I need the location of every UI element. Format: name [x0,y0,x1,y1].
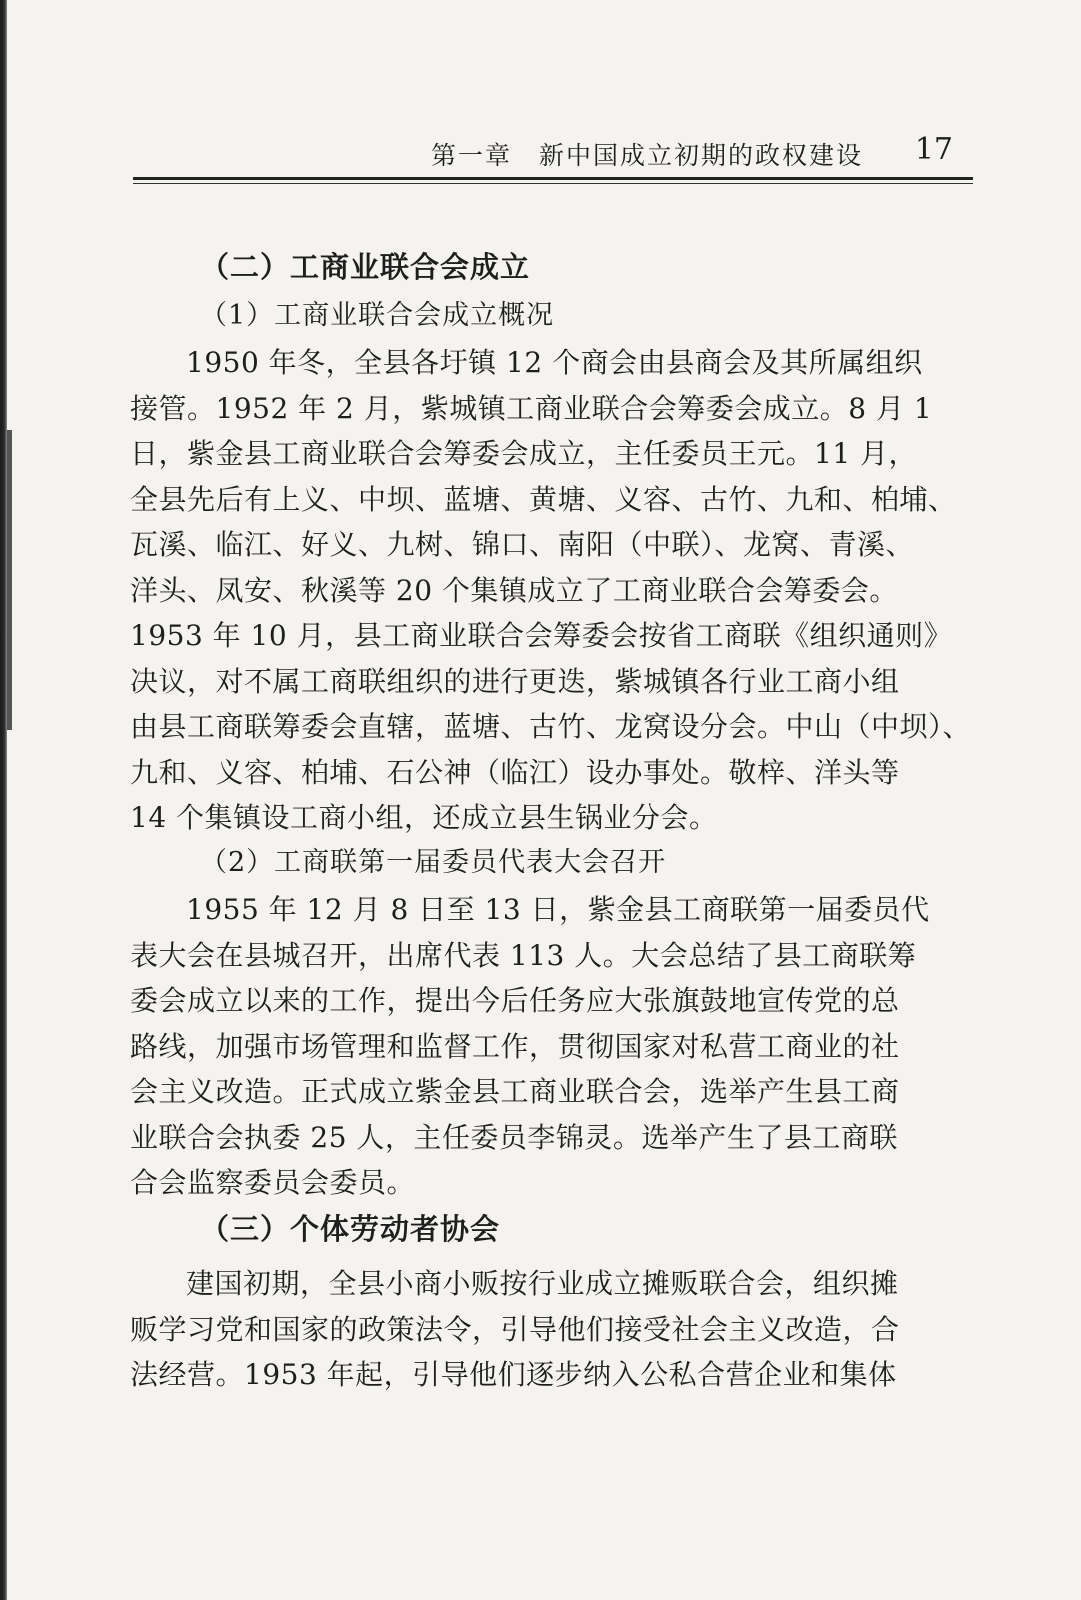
paragraph-congress [130,887,970,1206]
running-head: 第一章 新中国成立初期的政权建设 [430,141,863,170]
page-number: 17 [914,132,953,167]
text-line: 1953 年 10 月，县工商业联合会筹委会按省工商联《组织通则》 [130,619,953,653]
text-line: 业联合会执委 25 人，主任委员李锦灵。选举产生了县工商联 [130,1120,898,1154]
subsection-heading-1: （1）工商业联合会成立概况 [200,299,555,331]
text-line: 洋头、凤安、秋溪等 20 个集镇成立了工商业联合会筹委会。 [130,573,898,607]
text-line: 法经营。1953 年起，引导他们逐步纳入公私合营企业和集体 [130,1358,897,1392]
page-header [133,132,973,176]
text-line: 路线，加强市场管理和监督工作，贯彻国家对私营工商业的社 [130,1029,900,1063]
scan-left-edge [0,0,7,1600]
paragraph-individual-workers [130,1261,970,1398]
text-line: 决议，对不属工商联组织的进行更迭，紫城镇各行业工商小组 [130,664,900,698]
scan-edge-shadow [7,430,12,730]
text-line: 表大会在县城召开，出席代表 113 人。大会总结了县工商联筹 [130,938,917,972]
section-heading-2: （二）工商业联合会成立 [200,250,531,284]
text-line: 1955 年 12 月 8 日至 13 日，紫金县工商联第一届委员代 [186,893,930,927]
text-line: 九和、义容、柏埔、石公神（临江）设办事处。敬梓、洋头等 [130,755,900,789]
text-line: 贩学习党和国家的政策法令，引导他们接受社会主义改造，合 [130,1312,900,1346]
text-line: 委会成立以来的工作，提出今后任务应大张旗鼓地宣传党的总 [130,984,900,1018]
text-line: 瓦溪、临江、好义、九树、锦口、南阳（中联）、龙窝、青溪、 [130,528,915,562]
text-line: 建国初期，全县小商小贩按行业成立摊贩联合会，组织摊 [186,1267,899,1301]
text-line: 全县先后有上义、中坝、蓝塘、黄塘、义容、古竹、九和、柏埔、 [130,482,957,516]
text-line: 14 个集镇设工商小组，还成立县生锅业分会。 [130,801,718,835]
subsection-heading-2: （2）工商联第一届委员代表大会召开 [200,846,667,878]
text-line: 1950 年冬，全县各圩镇 12 个商会由县商会及其所属组织 [186,346,923,380]
header-rule-thick [133,177,973,180]
section-heading-3: （三）个体劳动者协会 [200,1211,501,1246]
text-line: 接管。1952 年 2 月，紫城镇工商业联合会筹委会成立。8 月 1 [130,391,933,425]
text-line: 日，紫金县工商业联合会筹委会成立，主任委员王元。11 月， [130,437,918,471]
text-line: 会主义改造。正式成立紫金县工商业联合会，选举产生县工商 [130,1075,900,1109]
paragraph-overview [130,340,970,841]
header-rule-thin [133,183,973,184]
text-line: 合会监察委员会委员。 [130,1166,416,1200]
page-body [130,250,970,1402]
text-line: 由县工商联筹委会直辖，蓝塘、古竹、龙窝设分会。中山（中坝）、 [130,710,972,744]
